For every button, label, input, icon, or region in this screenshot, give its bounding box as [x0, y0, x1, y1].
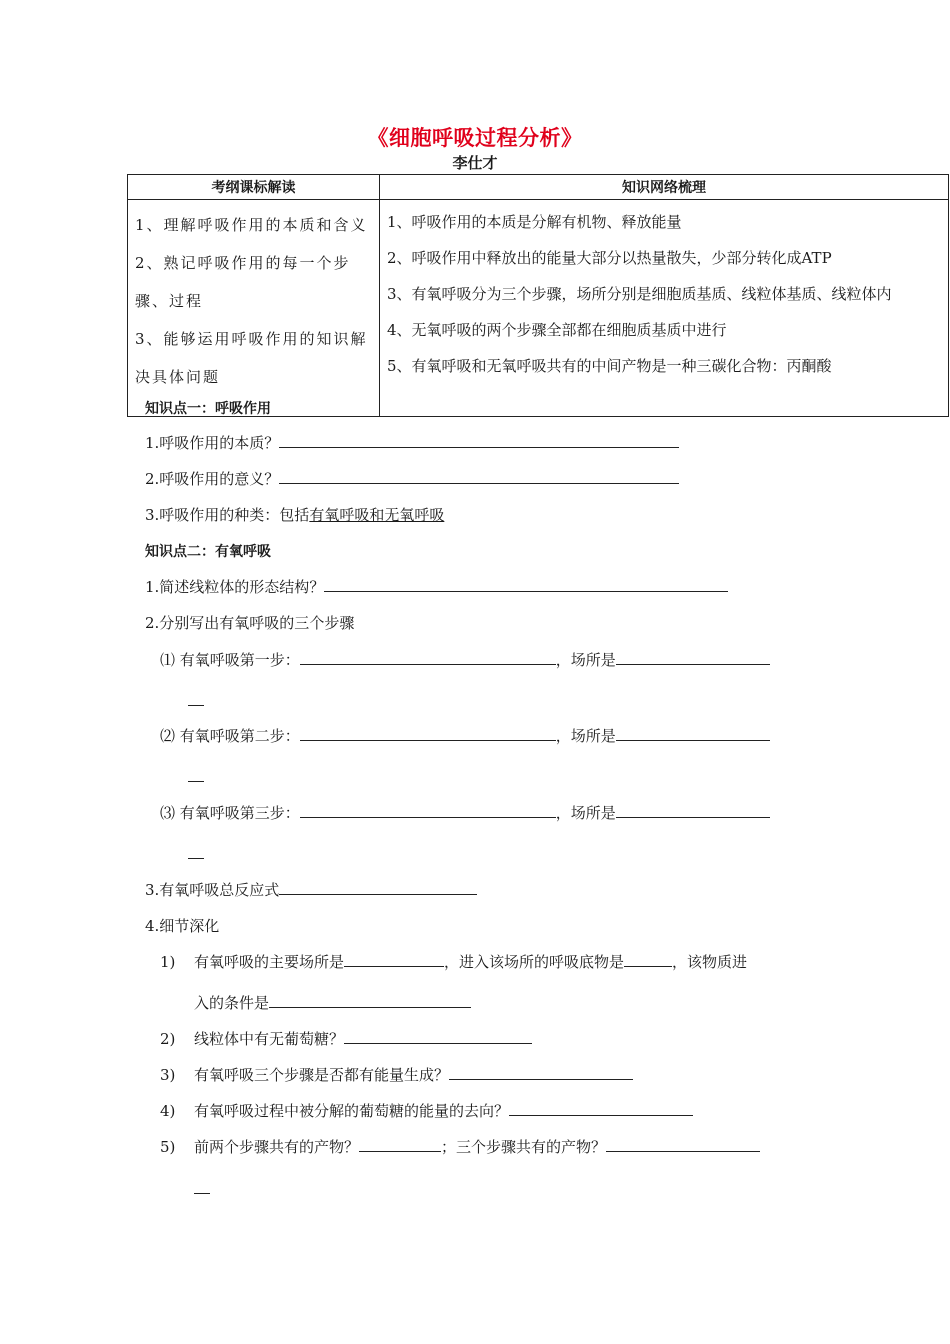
question-line [145, 504, 444, 525]
step-label: ⑶ 有氧呼吸第三步： [160, 804, 300, 822]
step-mid: ，场所是 [555, 727, 616, 745]
step-mid: ，场所是 [555, 804, 616, 822]
question-line [145, 576, 728, 597]
detail-text: 有氧呼吸过程中被分解的葡萄糖的能量的去向？ [194, 1102, 510, 1120]
detail-item [194, 992, 471, 1013]
answer-blank[interactable] [269, 992, 471, 1008]
detail-text: 前两个步骤共有的产物？ [194, 1138, 360, 1156]
answer-blank[interactable] [300, 649, 556, 665]
answer-blank[interactable] [324, 576, 728, 592]
step-line [160, 725, 770, 746]
detail-text: 线粒体中有无葡萄糖？ [194, 1030, 345, 1048]
syllabus-item: 2、熟记呼吸作用的每一个步骤、过程 [135, 254, 351, 310]
question-line [145, 468, 679, 489]
answer-blank[interactable] [279, 879, 477, 895]
answer-blank[interactable] [279, 468, 679, 484]
question-line [145, 879, 477, 900]
answer-blank[interactable] [188, 690, 204, 706]
detail-item [160, 1064, 633, 1085]
answer-blank[interactable] [359, 1136, 441, 1152]
question-text: 2.分别写出有氧呼吸的三个步骤 [145, 614, 355, 632]
answer-blank[interactable] [194, 1178, 210, 1194]
step-label: ⑴ 有氧呼吸第一步： [160, 651, 300, 669]
knowledge-item: 3、有氧呼吸分为三个步骤，场所分别是细胞质基质、线粒体基质、线粒体内 [387, 285, 892, 303]
section-heading: 知识点二：有氧呼吸 [145, 544, 271, 560]
detail-text: 入的条件是 [194, 994, 270, 1012]
syllabus-item: 3、能够运用呼吸作用的知识解决具体问题 [135, 330, 368, 386]
question-line [145, 915, 219, 936]
knowledge-item: 1、呼吸作用的本质是分解有机物、释放能量 [387, 213, 682, 231]
question-text: 4.细节深化 [145, 917, 220, 935]
question-line [145, 432, 679, 453]
answer-blank[interactable] [624, 951, 672, 967]
continuation-blank [188, 766, 204, 786]
question-line [145, 612, 354, 633]
detail-text: ，该物质进 [672, 953, 748, 971]
step-label: ⑵ 有氧呼吸第二步： [160, 727, 300, 745]
detail-item [160, 1028, 532, 1049]
knowledge-item: 2、呼吸作用中释放出的能量大部分以热量散失，少部分转化成ATP [387, 249, 832, 267]
item-number: 3) [160, 1066, 176, 1084]
section-heading: 知识点一：呼吸作用 [145, 401, 271, 417]
question-text: 3.有氧呼吸总反应式 [145, 881, 280, 899]
answer-text: 有氧呼吸和无氧呼吸 [309, 506, 445, 524]
table-header-left: 考纲课标解读 [128, 175, 380, 200]
answer-blank[interactable] [300, 802, 556, 818]
detail-text: ，进入该场所的呼吸底物是 [444, 953, 625, 971]
question-text: 2.呼吸作用的意义？ [145, 470, 280, 488]
answer-blank[interactable] [279, 432, 679, 448]
answer-blank[interactable] [616, 725, 770, 741]
knowledge-table [127, 174, 949, 417]
item-number: 1) [160, 953, 176, 971]
knowledge-item: 5、有氧呼吸和无氧呼吸共有的中间产物是一种三碳化合物：丙酮酸 [387, 357, 832, 375]
question-text: 1.呼吸作用的本质？ [145, 434, 280, 452]
question-text: 3.呼吸作用的种类：包括 [145, 506, 310, 524]
detail-text: 有氧呼吸的主要场所是 [194, 953, 345, 971]
answer-blank[interactable] [188, 843, 204, 859]
answer-blank[interactable] [509, 1100, 693, 1116]
syllabus-item: 1、理解呼吸作用的本质和含义 [135, 216, 368, 234]
item-number: 5) [160, 1138, 176, 1156]
continuation-blank [188, 843, 204, 863]
step-line [160, 649, 770, 670]
detail-item [160, 1136, 760, 1157]
item-number: 4) [160, 1102, 176, 1120]
step-mid: ，场所是 [555, 651, 616, 669]
answer-blank[interactable] [616, 802, 770, 818]
author-name: 李仕才 [452, 154, 498, 172]
continuation-blank [188, 690, 204, 710]
question-text: 1.简述线粒体的形态结构？ [145, 578, 325, 596]
answer-blank[interactable] [188, 766, 204, 782]
item-number: 2) [160, 1030, 176, 1048]
answer-blank[interactable] [344, 1028, 532, 1044]
detail-item [160, 951, 747, 972]
page-title: 《细胞呼吸过程分析》 [367, 126, 583, 150]
answer-blank[interactable] [300, 725, 556, 741]
step-line [160, 802, 770, 823]
detail-item [160, 1100, 693, 1121]
table-header-right: 知识网络梳理 [380, 175, 949, 200]
detail-text: ；三个步骤共有的产物？ [441, 1138, 607, 1156]
detail-text: 有氧呼吸三个步骤是否都有能量生成？ [194, 1066, 450, 1084]
syllabus-cell [128, 200, 380, 417]
continuation-blank [194, 1178, 210, 1198]
knowledge-item: 4、无氧呼吸的两个步骤全部都在细胞质基质中进行 [387, 321, 727, 339]
answer-blank[interactable] [606, 1136, 760, 1152]
knowledge-cell [380, 200, 949, 417]
answer-blank[interactable] [449, 1064, 633, 1080]
answer-blank[interactable] [616, 649, 770, 665]
answer-blank[interactable] [344, 951, 444, 967]
